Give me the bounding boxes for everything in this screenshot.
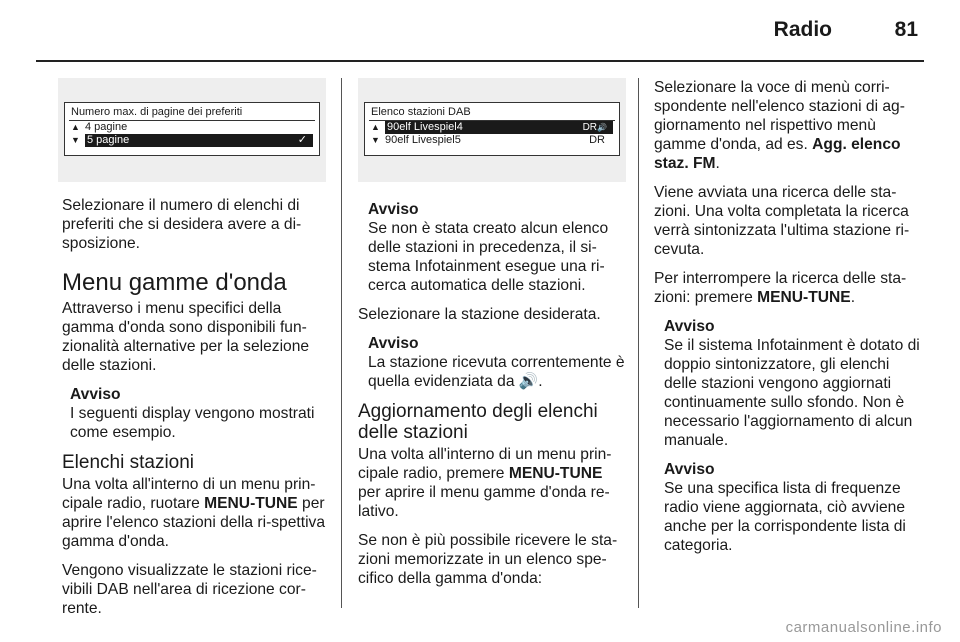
text-span: per aprire l'elenco stazioni della ri-spettiva gamma d'onda. [62, 495, 325, 550]
arrow-up-icon: ▲ [371, 122, 380, 132]
paragraph: Selezionare la stazione desiderata. [358, 306, 601, 323]
list-item-label: 5 pagine [87, 134, 130, 146]
display-title: Numero max. di pagine dei preferiti [71, 106, 243, 118]
note-heading: Avviso [664, 461, 715, 478]
watermark: carmanualsonline.info [785, 619, 942, 636]
column-divider-1 [341, 78, 342, 608]
display-screen [364, 102, 620, 156]
speaker-icon: 🔊 [597, 123, 607, 132]
list-item-right [583, 121, 607, 134]
text-span: Una volta all'interno di un menu prin-cipale radio, premere [358, 446, 612, 482]
control-name: MENU-TUNE [204, 495, 298, 512]
note-body: La stazione ricevuta correntemente è quella evidenziata da 🔊. [368, 354, 625, 390]
arrow-up-icon: ▲ [71, 122, 80, 132]
display-screen [64, 102, 320, 156]
paragraph: Viene avviata una ricerca delle sta-zioni. Una volta completata la ricerca verrà sintonizzata l'ultima stazione ri-cevuta. [654, 184, 910, 258]
arrow-down-icon: ▼ [371, 135, 380, 145]
paragraph [62, 475, 330, 551]
note-box [654, 317, 924, 450]
text-span: Per interrompere la ricerca delle sta-zioni: premere [654, 270, 907, 306]
menu-item-name: Agg. elenco staz. FM [654, 136, 901, 172]
page-header-section: Radio [773, 18, 832, 41]
control-name: MENU-TUNE [757, 289, 851, 306]
note-body: I seguenti display vengono mostrati come esempio. [70, 405, 315, 441]
note-box [654, 460, 924, 555]
column-2 [358, 200, 626, 598]
text-span: . [715, 155, 720, 172]
selected-highlight [85, 134, 313, 147]
section-heading: Menu gamme d'onda [62, 269, 287, 296]
list-item-selected [65, 134, 319, 147]
display-figure-dab-list [358, 78, 626, 182]
note-heading: Avviso [664, 318, 715, 335]
text-span: Selezionare la voce di menù corri-spondente nell'elenco stazioni di ag-giornamento nel rispettivo menù gamme d'onda, ad es. [654, 79, 905, 153]
note-box [62, 385, 330, 442]
paragraph: Se non è più possibile ricevere le sta-zioni memorizzate in un elenco spe-cifico della gamma d'onda: [358, 532, 618, 587]
paragraph: Vengono visualizzate le stazioni rice-vibili DAB nell'area di ricezione cor-rente. [62, 562, 317, 617]
paragraph [654, 78, 924, 173]
list-item-label: 4 pagine [85, 121, 128, 133]
list-item [365, 134, 619, 147]
note-body: Se il sistema Infotainment è dotato di doppio sintonizzatore, gli elenchi delle stazioni vengono aggiornati continuamente sullo sfondo. Non è necessario l'aggiornamento di alcun manuale. [664, 337, 920, 449]
control-name: MENU-TUNE [508, 465, 603, 482]
list-item-label: 90elf Livespiel4 [387, 121, 463, 133]
station-type-label: DR [589, 134, 605, 146]
header-rule [36, 60, 924, 62]
column-divider-2 [638, 78, 639, 608]
text-span: Una volta all'interno di un menu prin-cipale radio, ruotare [62, 476, 316, 512]
display-title: Elenco stazioni DAB [371, 106, 471, 118]
text-span: . [850, 289, 856, 306]
note-box [358, 334, 626, 391]
list-item-label: 90elf Livespiel5 [385, 134, 461, 146]
column-3 [654, 78, 924, 565]
subsection-heading: Elenchi stazioni [62, 452, 195, 473]
subsection-heading: Aggiornamento degli elenchi delle stazioni [358, 401, 598, 443]
selected-highlight [385, 121, 613, 134]
text-span: per aprire il menu gamme d'onda re-lativo. [358, 484, 610, 520]
arrow-down-icon: ▼ [71, 135, 80, 145]
note-body: Se una specifica lista di frequenze radio viene aggiornata, ciò avviene anche per la corrispondente lista di categoria. [664, 480, 906, 554]
column-1 [62, 196, 330, 628]
check-icon: ✓ [297, 134, 307, 146]
station-type-label: DR [582, 122, 598, 133]
paragraph [358, 445, 626, 521]
display-figure-favourites [58, 78, 326, 182]
note-heading: Avviso [368, 335, 419, 352]
page-number: 81 [894, 18, 918, 41]
note-body: Se non è stata creato alcun elenco delle stazioni in precedenza, il si-stema Infotainment esegue una ri-cerca automatica delle stazioni. [368, 220, 609, 294]
note-box [358, 200, 626, 295]
note-heading: Avviso [368, 201, 419, 218]
paragraph [654, 269, 924, 307]
note-heading: Avviso [70, 386, 121, 403]
list-item-selected [365, 121, 619, 134]
paragraph: Attraverso i menu specifici della gamma d'onda sono disponibili fun-zionalità alternative per la selezione delle stazioni. [62, 300, 310, 374]
list-item [65, 121, 319, 134]
paragraph: Selezionare il numero di elenchi di preferiti che si desidera avere a di-sposizione. [62, 197, 302, 252]
